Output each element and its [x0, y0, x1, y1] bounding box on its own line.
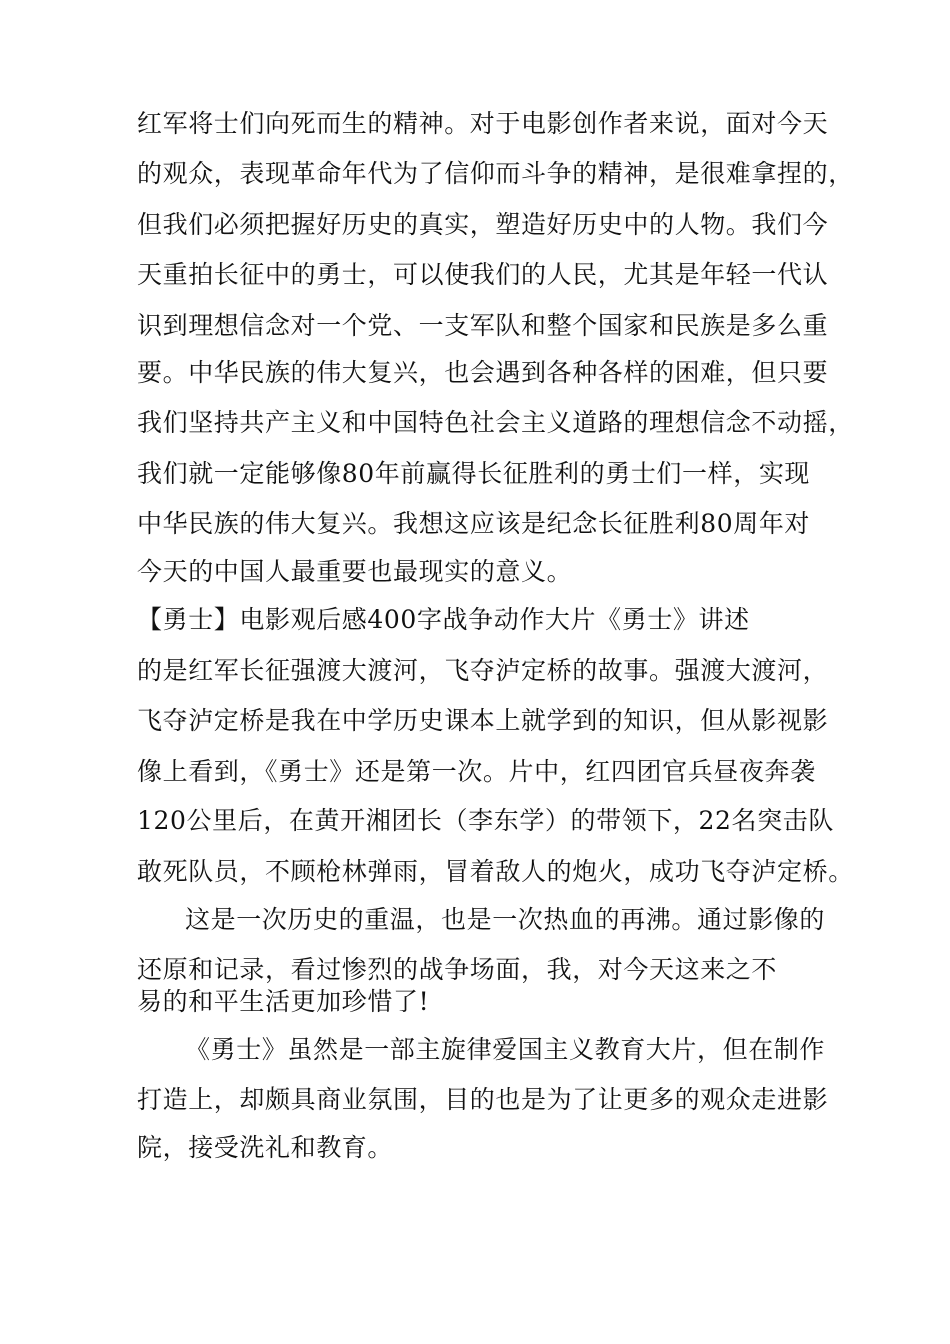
paragraph-first-line: 《勇士》虽然是一部主旋律爱国主义教育大片，但在制作 — [185, 1035, 826, 1064]
text-line: 院，接受洗礼和教育。 — [137, 1133, 394, 1162]
text-line: 还原和记录，看过惨烈的战争场面，我，对今天这来之不 — [137, 955, 778, 984]
text-line: 像上看到，《勇士》还是第一次。片中，红四团官兵昼夜奔袭 — [137, 757, 816, 786]
text-line: 我们坚持共产主义和中国特色社会主义道路的理想信念不动摇， — [137, 408, 854, 437]
text-line: 识到理想信念对一个党、一支军队和整个国家和民族是多么重 — [137, 311, 829, 340]
text-line: 易的和平生活更加珍惜了! — [137, 987, 430, 1016]
text-line: 天重拍长征中的勇士，可以使我们的人民，尤其是年轻一代认 — [137, 260, 829, 289]
text-line: 红军将士们向死而生的精神。对于电影创作者来说，面对今天 — [137, 109, 829, 138]
text-line: 今天的中国人最重要也最现实的意义。 — [137, 557, 573, 586]
text-line: 的观众，表现革命年代为了信仰而斗争的精神，是很难拿捏的， — [137, 159, 854, 188]
text-line: 要。中华民族的伟大复兴，也会遇到各种各样的困难，但只要 — [137, 358, 829, 387]
text-line: 中华民族的伟大复兴。我想这应该是纪念长征胜利80周年对 — [137, 509, 811, 538]
text-line: 120公里后，在黄开湘团长（李东学）的带领下，22名突击队 — [137, 806, 834, 835]
paragraph-first-line: 这是一次历史的重温，也是一次热血的再沸。通过影像的 — [185, 905, 826, 934]
section-heading-line: 【勇士】电影观后感400字战争动作大片《勇士》讲述 — [137, 605, 750, 634]
text-line: 打造上，却颇具商业氛围，目的也是为了让更多的观众走进影 — [137, 1085, 829, 1114]
text-line: 但我们必须把握好历史的真实，塑造好历史中的人物。我们今 — [137, 210, 829, 239]
text-line: 的是红军长征强渡大渡河，飞夺泸定桥的故事。强渡大渡河， — [137, 656, 829, 685]
text-line: 敢死队员，不顾枪林弹雨，冒着敌人的炮火，成功飞夺泸定桥。 — [137, 857, 854, 886]
text-line: 我们就一定能够像80年前赢得长征胜利的勇士们一样，实现 — [137, 459, 811, 488]
text-line: 飞夺泸定桥是我在中学历史课本上就学到的知识，但从影视影 — [137, 706, 829, 735]
